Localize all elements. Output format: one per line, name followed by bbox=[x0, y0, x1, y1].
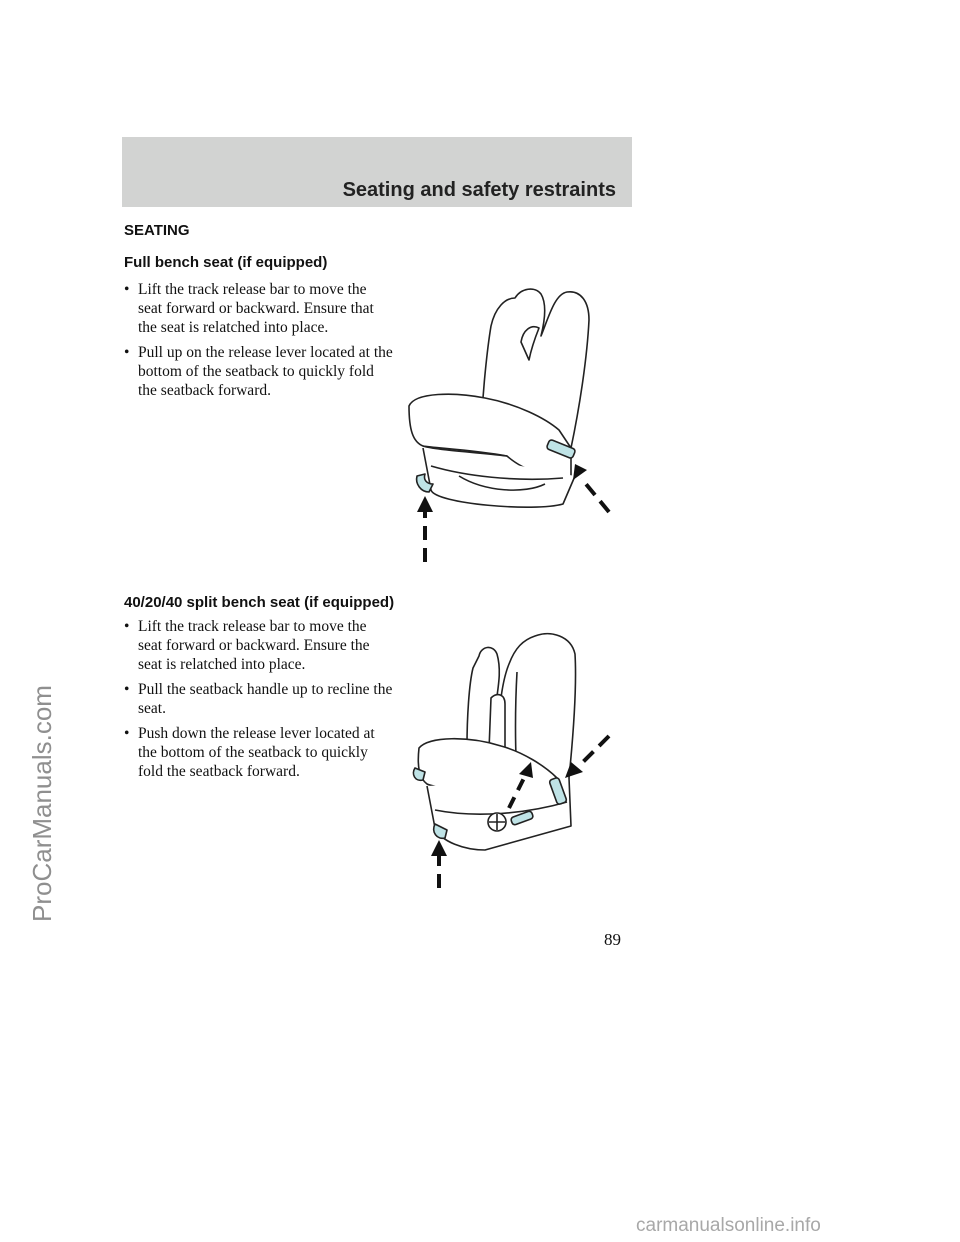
bottom-watermark: carmanualsonline.info bbox=[636, 1215, 821, 1236]
subsection-heading-full-bench: Full bench seat (if equipped) bbox=[124, 254, 328, 271]
page-number: 89 bbox=[604, 930, 621, 949]
split-bench-seat-illustration bbox=[405, 628, 620, 893]
full-bench-seat-illustration bbox=[395, 280, 625, 570]
side-watermark: ProCarManuals.com bbox=[27, 685, 57, 922]
page-header-title: Seating and safety restraints bbox=[342, 179, 616, 201]
list-item: • Pull up on the release lever located at the bottom of the seatback to quickly fold the seatback forward. bbox=[124, 343, 394, 400]
bullet-list-split-bench bbox=[124, 617, 394, 787]
list-item: • Push down the release lever located at the bottom of the seatback to quickly fold the seatback forward. bbox=[124, 724, 394, 781]
subsection-heading-split-bench: 40/20/40 split bench seat (if equipped) bbox=[124, 594, 395, 611]
bullet-list-full-bench bbox=[124, 280, 394, 406]
list-item: • Lift the track release bar to move the seat forward or backward. Ensure the seat is relatched into place. bbox=[124, 617, 394, 674]
header-band bbox=[122, 137, 632, 207]
list-item: • Pull the seatback handle up to recline the seat. bbox=[124, 680, 394, 718]
list-item: • Lift the track release bar to move the seat forward or backward. Ensure that the seat is relatched into place. bbox=[124, 280, 394, 337]
section-heading: SEATING bbox=[124, 222, 190, 239]
